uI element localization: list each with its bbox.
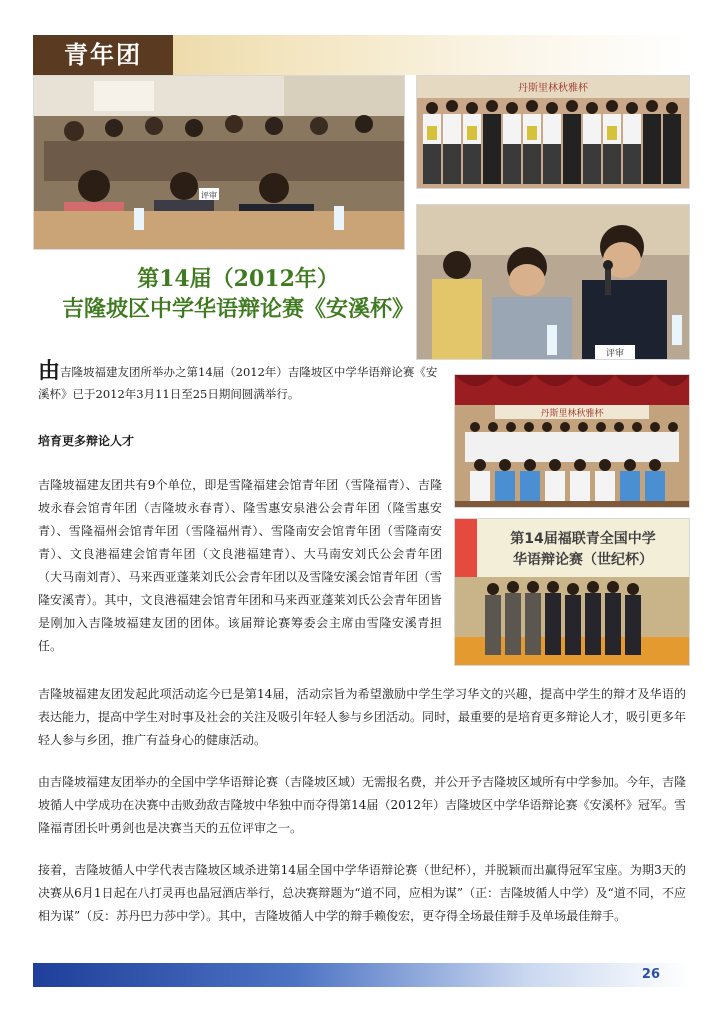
article-title-line1: 第14届（2012年） bbox=[137, 266, 339, 292]
article-title-line2: 吉隆坡区中学华语辩论赛《安溪杯》 bbox=[61, 296, 414, 322]
intro-text: 吉隆坡福建友团所举办之第14届（2012年）吉隆坡区中学华语辩论赛《安溪杯》已于2012年3月11日至25日期间圆满举行。 bbox=[38, 365, 438, 401]
stage-banner-line2: 华语辩论赛（世纪杯） bbox=[513, 552, 653, 568]
judge-card-label: 评审 bbox=[201, 191, 217, 200]
photo-speaker-microphone bbox=[416, 204, 690, 360]
article-subheading: 培育更多辩论人才 bbox=[38, 434, 135, 448]
dropcap: 由 bbox=[38, 358, 61, 384]
banner-text: 丹斯里林秋雅杯 bbox=[518, 83, 588, 94]
footer-bar bbox=[33, 963, 689, 987]
section-label: 青年团 bbox=[33, 35, 173, 75]
banner-text-2: 丹斯里林秋雅杯 bbox=[540, 409, 604, 419]
photo-group-stage bbox=[454, 374, 690, 508]
paragraph-results: 由吉隆坡福建友团举办的全国中学华语辩论赛（吉隆坡区域）无需报名费，并公开予吉隆坡区域所有中学参加。今年，吉隆坡循人中学成功在决赛中击败劲敌吉隆坡中华独中而夺得第14届（2012年）吉隆坡区中学华语辩论赛《安溪杯》冠军。雪隆福青团长叶勇剑也是决赛当天的五位评审之一。 bbox=[38, 775, 687, 835]
paragraph-national: 接着，吉隆坡循人中学代表吉隆坡区域杀进第14届全国中学华语辩论赛（世纪杯），并脱颖而出赢得冠军宝座。为期3天的决赛从6月1日起在八打灵再也晶冠酒店举行，总决赛辩题为“道不同，应相为谋”（正：吉隆坡循人中学）及“道不同，不应相为谋”（反：苏丹巴力莎中学）。其中，吉隆坡循人中学的辩手赖俊宏，更夺得全场最佳辩手及单场最佳辩手。 bbox=[38, 863, 686, 923]
article-intro bbox=[38, 360, 438, 405]
photo-audience-judges bbox=[33, 75, 405, 250]
photo-group-banner bbox=[416, 75, 690, 189]
paragraph-purpose: 吉隆坡福建友团发起此项活动迄今已是第14届，活动宗旨为希望激励中学生学习华文的兴趣，提高中学生的辩才及华语的表达能力，提高中学生对时事及社会的关注及吸引年轻人参与乡团活动。同时，最重要的是培育更多辩论人才，吸引更多年轻人参与乡团，推广有益身心的健康活动。 bbox=[38, 687, 687, 747]
photo-award-stage bbox=[454, 518, 690, 666]
page-number: 26 bbox=[641, 967, 660, 982]
paragraph-units: 吉隆坡福建友团共有9个单位，即是雪隆福建会馆青年团（雪隆福青）、吉隆坡永春会馆青年团（吉隆坡永春青）、隆雪惠安泉港公会青年团（隆雪惠安青）、雪隆福州会馆青年团（雪隆福州青）、雪隆南安会馆青年团（雪隆南安青）、文良港福建会馆青年团（文良港福建青）、大马南安刘氏公会青年团（大马南刘青）、马来西亚蓬莱刘氏公会青年团以及雪隆安溪会馆青年团（雪隆安溪青）。其中，文良港福建会馆青年团和马来西亚蓬莱刘氏公会青年团皆是刚加入吉隆坡福建友团的团体。该届辩论赛筹委会主席由雪隆安溪青担任。 bbox=[38, 478, 442, 653]
stage-banner-line1: 第14届福联青全国中学 bbox=[510, 531, 656, 547]
judge-card-label-2: 评审 bbox=[605, 349, 625, 359]
